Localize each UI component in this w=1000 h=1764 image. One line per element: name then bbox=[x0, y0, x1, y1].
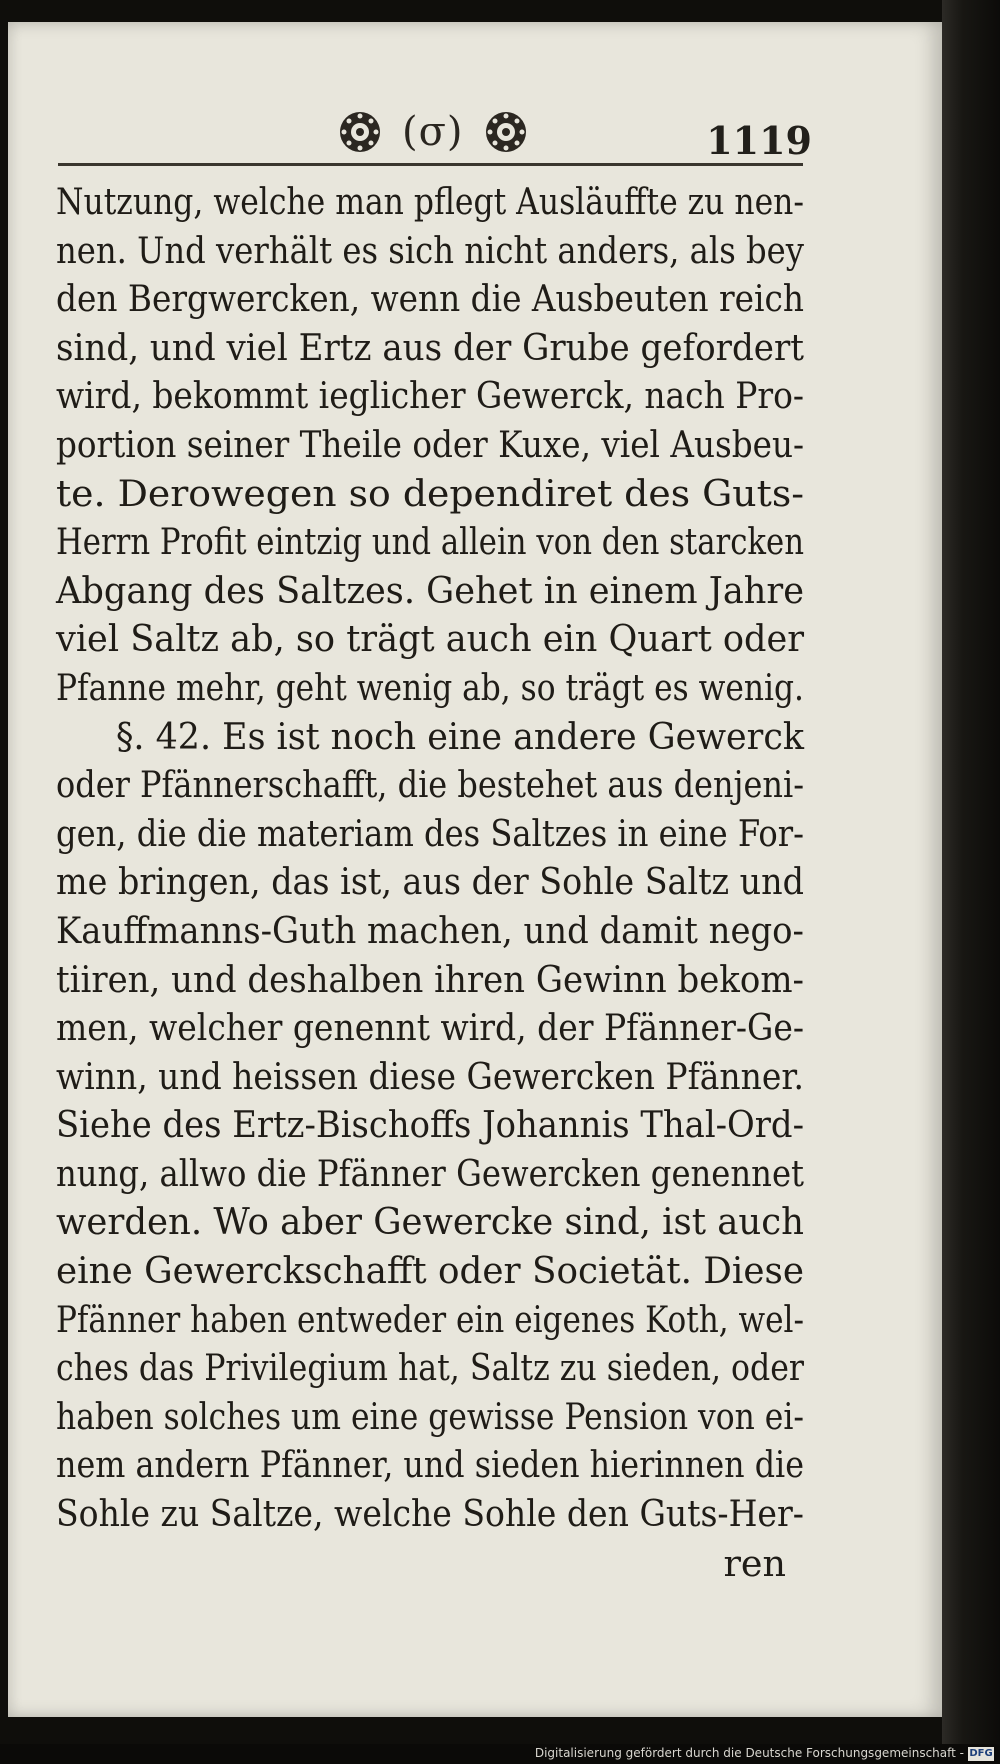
text-line: Pfanne mehr, geht wenig ab, so trägt es wenig. bbox=[56, 665, 804, 709]
text-line: te. Derowegen so dependiret des Guts- bbox=[56, 471, 804, 515]
digitization-credit: Digitalisierung gefördert durch die Deutsche Forschungsgemeinschaft - bbox=[534, 1746, 964, 1760]
text-line: Kauffmanns-Guth machen, und damit nego- bbox=[56, 908, 804, 952]
text-line: nen. Und verhält es sich nicht anders, als bey bbox=[56, 228, 804, 272]
book-page bbox=[8, 22, 942, 1717]
bleed-through-mark bbox=[42, 1562, 152, 1602]
page-number: 1119 bbox=[706, 118, 812, 163]
text-line: werden. Wo aber Gewercke sind, ist auch bbox=[56, 1200, 804, 1244]
text-line: nem andern Pfänner, und sieden hierinnen die bbox=[56, 1443, 804, 1487]
body-text bbox=[56, 178, 806, 1539]
header-rule bbox=[58, 163, 803, 166]
page-header bbox=[8, 92, 942, 172]
text-line: wird, bekommt ieglicher Gewerck, nach Pro- bbox=[56, 374, 804, 418]
text-line: men, welcher genennt wird, der Pfänner-Ge- bbox=[56, 1006, 804, 1050]
text-line: haben solches um eine gewisse Pension von ei- bbox=[56, 1394, 804, 1438]
text-line: den Bergwercken, wenn die Ausbeuten reich bbox=[56, 277, 804, 321]
text-line: viel Saltz ab, so trägt auch ein Quart oder bbox=[56, 617, 804, 661]
book-edge-shadow bbox=[942, 0, 1000, 1764]
text-line: me bringen, das ist, aus der Sohle Saltz und bbox=[56, 860, 804, 904]
flower-ornament-left-icon bbox=[338, 110, 382, 154]
text-line: tiiren, und deshalben ihren Gewinn bekom- bbox=[56, 957, 804, 1001]
text-line: winn, und heissen diese Gewercken Pfänner. bbox=[56, 1054, 804, 1098]
text-line: oder Pfännerschafft, die bestehet aus denjeni- bbox=[56, 763, 804, 807]
signature-mark: (σ) bbox=[402, 109, 464, 155]
text-line: Siehe des Ertz-Bischoffs Johannis Thal-Ord- bbox=[56, 1103, 804, 1147]
catchword: ren bbox=[723, 1542, 786, 1585]
text-line: Abgang des Saltzes. Gehet in einem Jahre bbox=[56, 568, 804, 612]
text-line: gen, die die materiam des Saltzes in eine For- bbox=[56, 811, 804, 855]
text-line: Nutzung, welche man pflegt Ausläuffte zu nen- bbox=[56, 180, 804, 223]
text-line: sind, und viel Ertz aus der Grube gefordert bbox=[56, 325, 804, 369]
text-line: Sohle zu Saltze, welche Sohle den Guts-Her- bbox=[56, 1492, 804, 1536]
flower-ornament-right-icon bbox=[484, 110, 528, 154]
text-line: eine Gewerckschafft oder Societät. Diese bbox=[56, 1249, 804, 1293]
text-line: Pfänner haben entweder ein eigenes Koth, wel- bbox=[56, 1297, 804, 1341]
dfg-logo: DFG bbox=[969, 1748, 993, 1759]
text-line: Herrn Profit eintzig und allein von den starcken bbox=[56, 520, 804, 564]
text-line: §. 42. Es ist noch eine andere Gewerck bbox=[116, 714, 804, 758]
text-line: ches das Privilegium hat, Saltz zu sieden, oder bbox=[56, 1346, 804, 1390]
text-line: portion seiner Theile oder Kuxe, viel Ausbeu- bbox=[56, 422, 804, 466]
header-ornament-group bbox=[338, 102, 528, 162]
text-line: nung, allwo die Pfänner Gewercken genennet bbox=[56, 1151, 804, 1195]
